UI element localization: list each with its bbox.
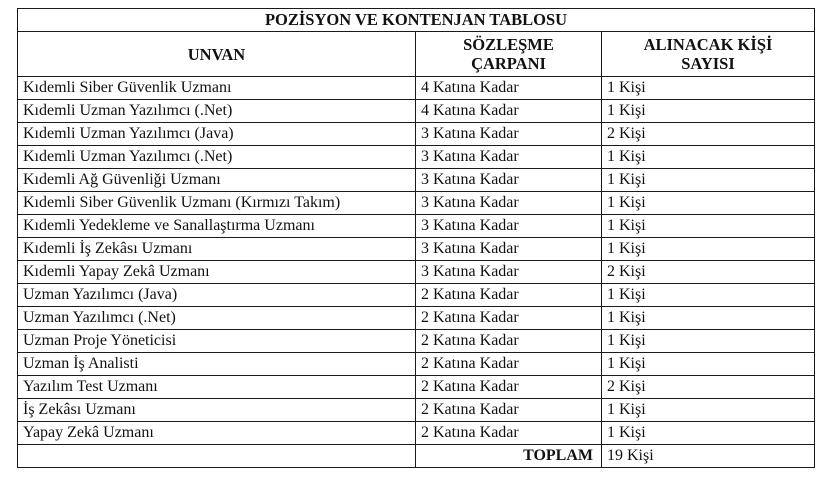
table-row [18,261,815,284]
title-row [18,9,815,32]
cell-sozlesme-carpani: 3 Katına Kadar [416,192,602,215]
cell-sozlesme-carpani: 2 Katına Kadar [416,376,602,399]
table-row [18,100,815,123]
cell-unvan: Kıdemli Siber Güvenlik Uzmanı (Kırmızı Takım) [18,192,416,215]
cell-unvan: Uzman İş Analisti [18,353,416,376]
cell-sozlesme-carpani: 2 Katına Kadar [416,307,602,330]
cell-unvan: İş Zekâsı Uzmanı [18,399,416,422]
cell-kisi-sayisi: 1 Kişi [602,238,815,261]
cell-sozlesme-carpani: 3 Katına Kadar [416,215,602,238]
header-alinacak-kisi-sayisi-line2: SAYISI [681,54,735,73]
table-row [18,77,815,100]
header-unvan: UNVAN [18,32,416,77]
cell-kisi-sayisi: 1 Kişi [602,307,815,330]
table-row [18,330,815,353]
cell-unvan: Kıdemli Uzman Yazılımcı (Java) [18,123,416,146]
cell-unvan: Yapay Zekâ Uzmanı [18,422,416,445]
cell-sozlesme-carpani: 3 Katına Kadar [416,146,602,169]
cell-sozlesme-carpani: 3 Katına Kadar [416,238,602,261]
cell-kisi-sayisi: 1 Kişi [602,353,815,376]
cell-kisi-sayisi: 1 Kişi [602,422,815,445]
cell-unvan: Kıdemli Yedekleme ve Sanallaştırma Uzmanı [18,215,416,238]
cell-sozlesme-carpani: 2 Katına Kadar [416,399,602,422]
cell-unvan: Kıdemli Ağ Güvenliği Uzmanı [18,169,416,192]
total-row [18,445,815,468]
table-row [18,422,815,445]
cell-unvan: Kıdemli Siber Güvenlik Uzmanı [18,77,416,100]
cell-sozlesme-carpani: 4 Katına Kadar [416,77,602,100]
cell-sozlesme-carpani: 3 Katına Kadar [416,169,602,192]
table-row [18,376,815,399]
cell-sozlesme-carpani: 2 Katına Kadar [416,353,602,376]
table-row [18,192,815,215]
table-row [18,215,815,238]
header-row [18,32,815,77]
cell-sozlesme-carpani: 3 Katına Kadar [416,261,602,284]
cell-unvan: Yazılım Test Uzmanı [18,376,416,399]
header-sozlesme-carpani-line2: ÇARPANI [471,54,546,73]
total-value: 19 Kişi [602,445,815,468]
cell-unvan: Uzman Yazılımcı (.Net) [18,307,416,330]
cell-unvan: Uzman Yazılımcı (Java) [18,284,416,307]
total-empty-cell [18,445,416,468]
cell-kisi-sayisi: 2 Kişi [602,123,815,146]
cell-sozlesme-carpani: 4 Katına Kadar [416,100,602,123]
table-row [18,284,815,307]
cell-kisi-sayisi: 1 Kişi [602,77,815,100]
table-row [18,307,815,330]
table-row [18,399,815,422]
cell-kisi-sayisi: 1 Kişi [602,146,815,169]
cell-unvan: Kıdemli Uzman Yazılımcı (.Net) [18,146,416,169]
table-title: POZİSYON VE KONTENJAN TABLOSU [18,9,815,32]
total-label: TOPLAM [416,445,602,468]
cell-kisi-sayisi: 1 Kişi [602,100,815,123]
table-row [18,123,815,146]
header-sozlesme-carpani [416,32,602,77]
position-quota-table [17,8,815,468]
header-sozlesme-carpani-line1: SÖZLEŞME [463,35,554,54]
cell-kisi-sayisi: 1 Kişi [602,192,815,215]
header-alinacak-kisi-sayisi-line1: ALINACAK KİŞİ [643,35,773,54]
cell-kisi-sayisi: 2 Kişi [602,261,815,284]
table-body [18,9,815,468]
cell-unvan: Kıdemli Yapay Zekâ Uzmanı [18,261,416,284]
cell-sozlesme-carpani: 3 Katına Kadar [416,123,602,146]
cell-unvan: Uzman Proje Yöneticisi [18,330,416,353]
cell-unvan: Kıdemli Uzman Yazılımcı (.Net) [18,100,416,123]
cell-kisi-sayisi: 1 Kişi [602,399,815,422]
cell-unvan: Kıdemli İş Zekâsı Uzmanı [18,238,416,261]
table-row [18,146,815,169]
cell-sozlesme-carpani: 2 Katına Kadar [416,284,602,307]
header-alinacak-kisi-sayisi [602,32,815,77]
table-row [18,238,815,261]
table-row [18,169,815,192]
cell-sozlesme-carpani: 2 Katına Kadar [416,330,602,353]
cell-sozlesme-carpani: 2 Katına Kadar [416,422,602,445]
cell-kisi-sayisi: 1 Kişi [602,284,815,307]
cell-kisi-sayisi: 1 Kişi [602,215,815,238]
cell-kisi-sayisi: 2 Kişi [602,376,815,399]
table-row [18,353,815,376]
cell-kisi-sayisi: 1 Kişi [602,169,815,192]
cell-kisi-sayisi: 1 Kişi [602,330,815,353]
